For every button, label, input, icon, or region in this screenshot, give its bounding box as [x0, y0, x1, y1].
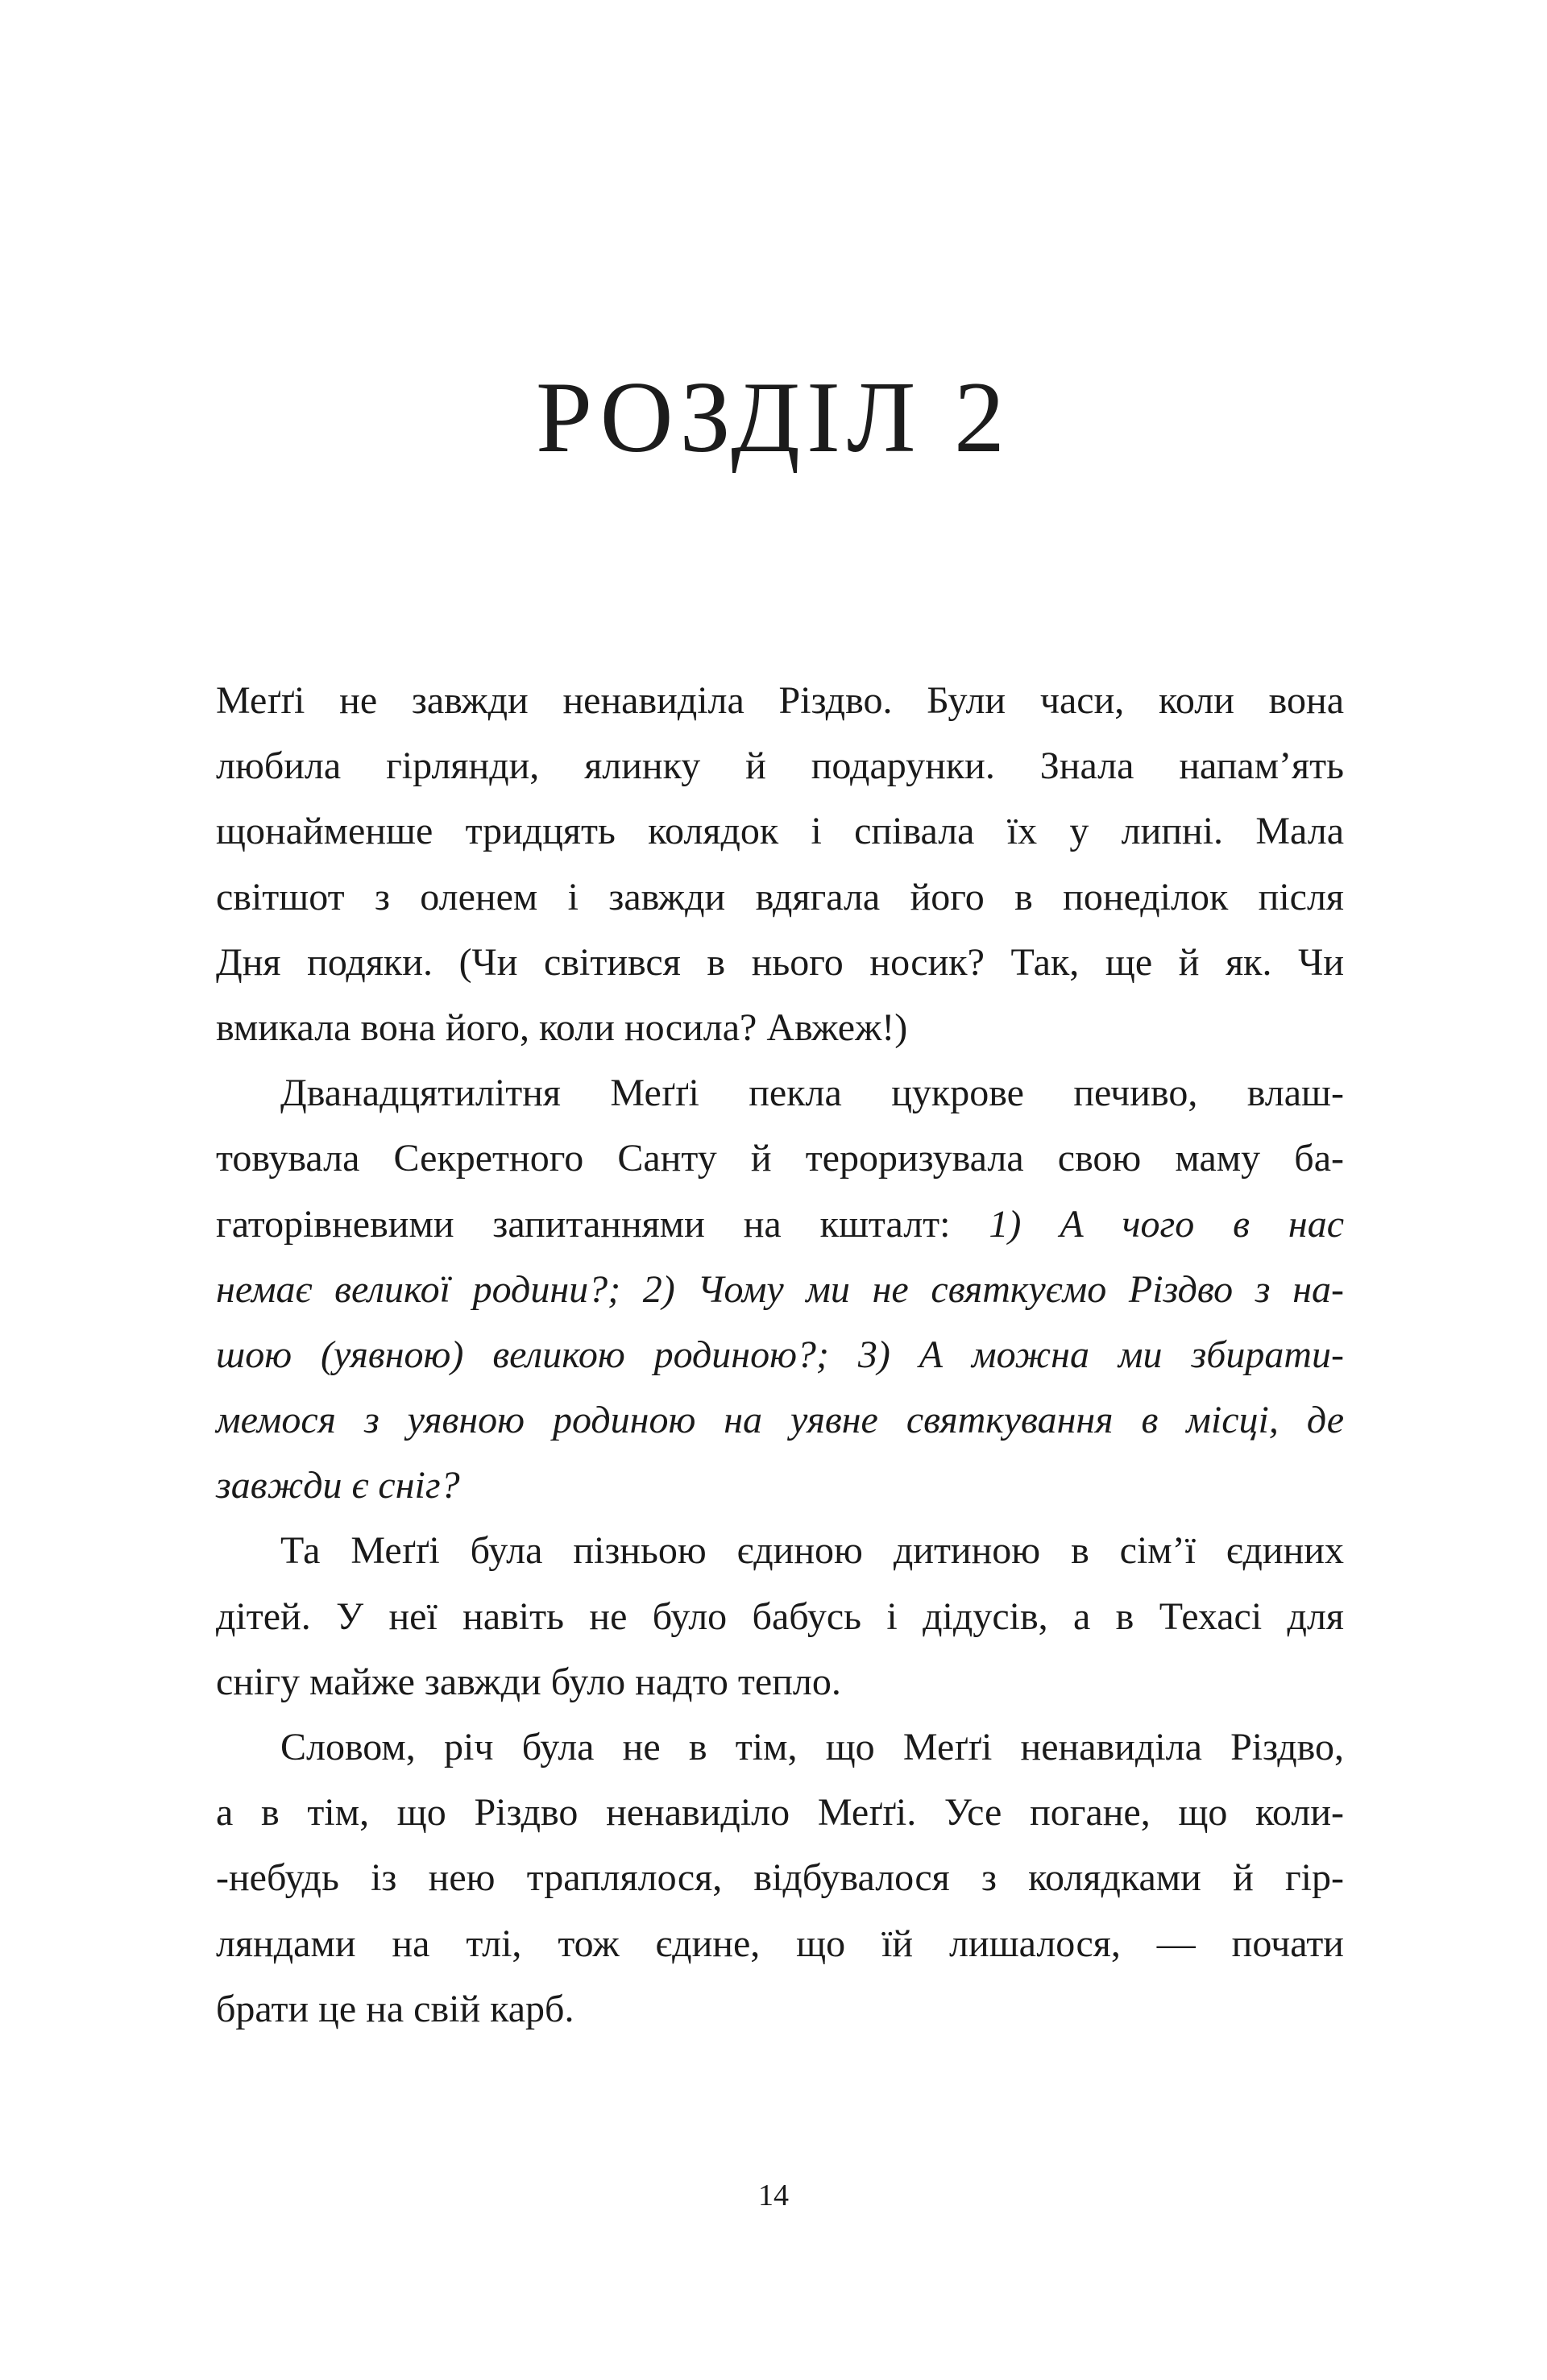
- text-line: Меґґі не завжди ненавиділа Різдво. Були часи, коли вона: [216, 679, 1344, 722]
- chapter-title: РОЗДІЛ 2: [536, 362, 1011, 475]
- italic-text-segment: 1) А чого в нас: [989, 1202, 1344, 1246]
- paragraph: [216, 668, 1344, 1060]
- paragraph: [216, 1060, 1344, 1518]
- text-line: товувала Секретного Санту й тероризувала свою маму ба-: [216, 1137, 1344, 1180]
- text-line: Дванадцятилітня Меґґі пекла цукрове печиво, влаш-: [280, 1072, 1344, 1115]
- text-line: [216, 1192, 1344, 1257]
- text-line: дітей. У неї навіть не було бабусь і дідусів, а в Техасі для: [216, 1594, 1344, 1638]
- text-line: щонайменше тридцять колядок і співала їх у липні. Мала: [216, 810, 1344, 853]
- page-number: 14: [758, 2179, 789, 2212]
- text-line: Та Меґґі була пізньою єдиною дитиною в сім’ї єдиних: [280, 1529, 1344, 1573]
- italic-text-line: шою (уявною) великою родиною?; 3) А можна ми збирати-: [216, 1333, 1344, 1376]
- text-line: брати це на свій карб.: [216, 1987, 574, 2030]
- text-segment: гаторівневими запитаннями на кшталт:: [216, 1202, 989, 1246]
- text-line: а в тім, що Різдво ненавиділо Меґґі. Усе погане, що коли-: [216, 1791, 1344, 1835]
- text-line: вмикала вона його, коли носила? Авжеж!): [216, 1005, 908, 1049]
- text-line: світшот з оленем і завжди вдягала його в понеділок після: [216, 875, 1344, 918]
- text-line: -небудь із нею траплялося, відбувалося з колядками й гір-: [216, 1856, 1344, 1900]
- italic-text-line: немає великої родини?; 2) Чому ми не святкуємо Різдво з на-: [216, 1267, 1344, 1311]
- text-line: Словом, річ була не в тім, що Меґґі ненавиділа Різдво,: [280, 1726, 1344, 1768]
- text-line: ляндами на тлі, тож єдине, що їй лишалося, — почати: [216, 1922, 1344, 1965]
- paragraph: [216, 1715, 1344, 2042]
- italic-text-line: завжди є сніг?: [216, 1464, 460, 1507]
- italic-text-line: мемося з уявною родиною на уявне святкування в місці, де: [216, 1399, 1344, 1442]
- text-line: снігу майже завжди було надто тепло.: [216, 1660, 841, 1703]
- paragraph: [216, 1518, 1344, 1715]
- text-line: любила гірлянди, ялинку й подарунки. Знала напам’ять: [216, 744, 1344, 788]
- text-line: Дня подяки. (Чи світився в нього носик? Так, ще й як. Чи: [216, 940, 1344, 984]
- chapter-body: [216, 668, 1344, 2042]
